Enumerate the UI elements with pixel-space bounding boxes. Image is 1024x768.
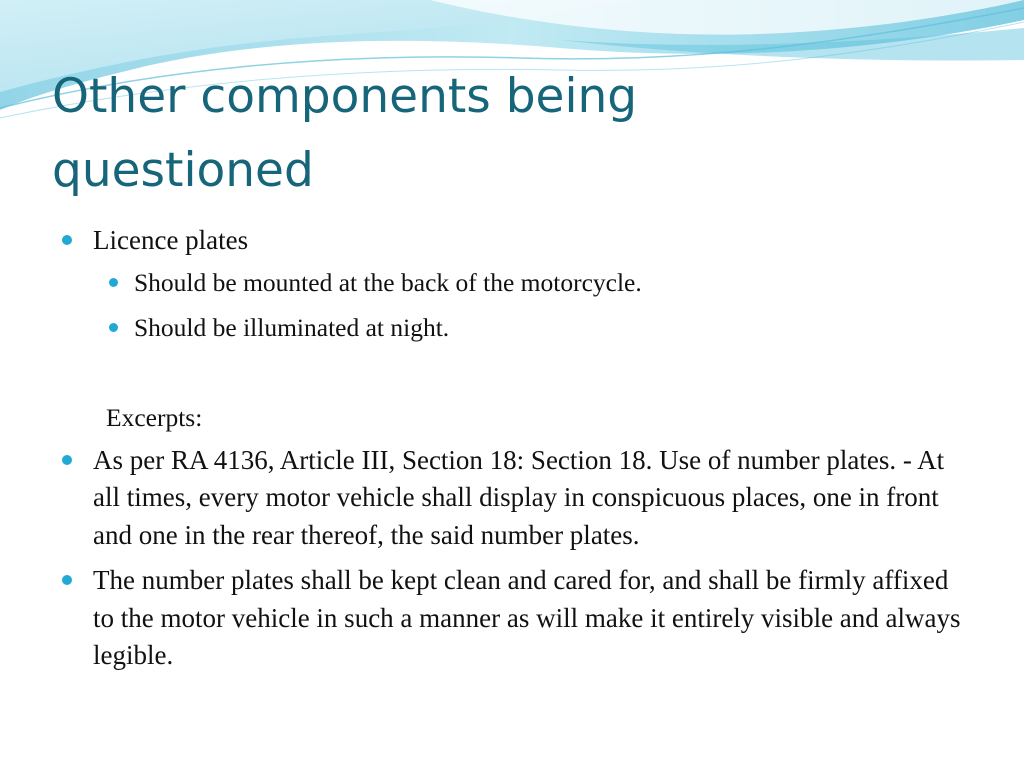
bullet-ra4136: [62, 442, 963, 555]
bullet-text: Licence plates: [93, 225, 249, 255]
bullet-licence-plates: [62, 222, 963, 260]
bullet-kept-clean: [62, 562, 963, 675]
bullet-dot-icon: [109, 323, 118, 332]
bullet-dot-icon: [62, 235, 72, 245]
excerpts-label: [62, 395, 994, 440]
bullet-text: Should be illuminated at night.: [134, 312, 450, 342]
spacer: [62, 350, 994, 395]
bullet-dot-icon: [62, 575, 72, 585]
bullet-dot-icon: [62, 455, 72, 465]
bullet-text: Should be mounted at the back of the motorcycle.: [134, 267, 642, 297]
sub-bullet-mounted: [62, 260, 994, 305]
excerpts-text: Excerpts:: [106, 402, 203, 432]
slide-title-line-1: Other components being: [52, 69, 638, 124]
slide-title-line-2: questioned: [52, 143, 314, 198]
slide-title: [52, 60, 972, 208]
sub-bullet-illuminated: [62, 305, 994, 350]
bullet-list: [62, 222, 994, 675]
bullet-text: The number plates shall be kept clean and cared for, and shall be firmly affixed to the motor vehicle in such a manner as will make it entirely visible and always legible.: [93, 565, 961, 670]
bullet-text: As per RA 4136, Article III, Section 18: Section 18. Use of number plates. - At all times, every motor vehicle shall display in conspicuous places, one in front and one in the rear thereof, the said number plates.: [93, 444, 945, 550]
bullet-dot-icon: [109, 278, 118, 287]
